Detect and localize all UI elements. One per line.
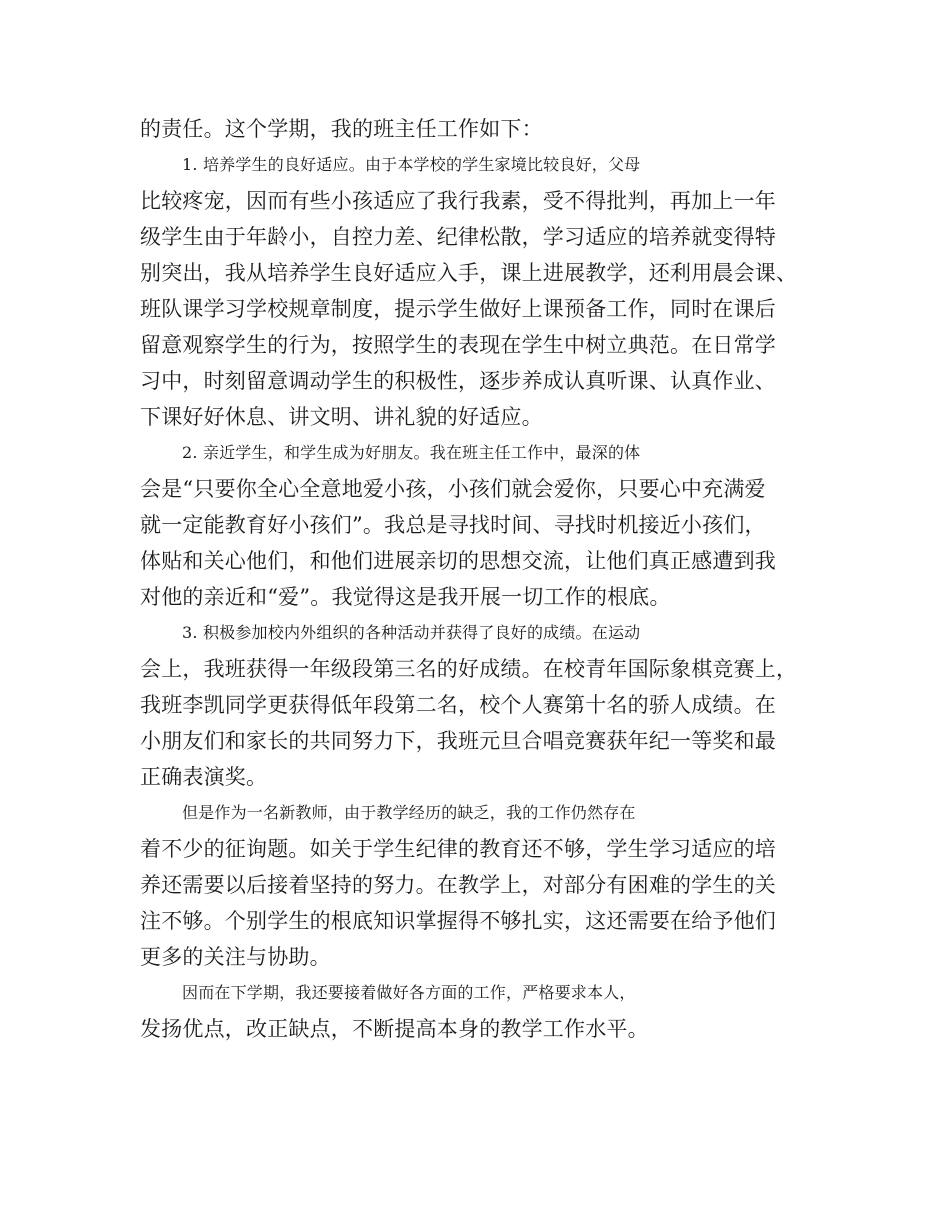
text-line: 2. 亲近学生，和学生成为好朋友。我在班主任工作中，最深的体 bbox=[182, 443, 641, 462]
text-line: 正确表演奖。 bbox=[140, 765, 268, 789]
text-line: 级学生由于年龄小，自控力差、纪律松散，学习适应的培养就变得特 bbox=[140, 225, 776, 249]
text-line: 习中，时刻留意调动学生的积极性，逐步养成认真听课、认真作业、 bbox=[140, 369, 776, 393]
text-line: 注不够。个别学生的根底知识掌握得不够扎实，这还需要在给予他们 bbox=[140, 909, 776, 933]
text-line: 班队课学习学校规章制度，提示学生做好上课预备工作，同时在课后 bbox=[140, 297, 776, 321]
text-line: 养还需要以后接着坚持的努力。在教学上，对部分有困难的学生的关 bbox=[140, 873, 776, 897]
text-line: 会是“只要你全心全意地爱小孩，小孩们就会爱你，只要心中充满爱 bbox=[140, 477, 766, 501]
text-line: 发扬优点，改正缺点，不断提高本身的教学工作水平。 bbox=[140, 1017, 649, 1041]
text-line: 比较疼宠，因而有些小孩适应了我行我素，受不得批判，再加上一年 bbox=[140, 189, 776, 213]
text-line: 3. 积极参加校内外组织的各种活动并获得了良好的成绩。在运动 bbox=[182, 623, 641, 642]
text-line: 就一定能教育好小孩们”。我总是寻找时间、寻找时机接近小孩们， bbox=[140, 513, 766, 537]
text-line: 下课好好休息、讲文明、讲礼貌的好适应。 bbox=[140, 405, 543, 429]
text-line: 留意观察学生的行为，按照学生的表现在学生中树立典范。在日常学 bbox=[140, 333, 776, 357]
text-line: 体贴和关心他们，和他们进展亲切的思想交流，让他们真正感遭到我 bbox=[140, 549, 776, 573]
text-line: 别突出，我从培养学生良好适应入手，课上进展教学，还利用晨会课、 bbox=[140, 261, 798, 285]
text-line: 我班李凯同学更获得低年段第二名，校个人赛第十名的骄人成绩。在 bbox=[140, 693, 776, 717]
text-line: 会上，我班获得一年级段第三名的好成绩。在校青年国际象棋竞赛上， bbox=[140, 657, 798, 681]
document-body bbox=[140, 111, 824, 1047]
text-line: 但是作为一名新教师，由于教学经历的缺乏，我的工作仍然存在 bbox=[182, 803, 636, 822]
text-line: 1. 培养学生的良好适应。由于本学校的学生家境比较良好，父母 bbox=[182, 155, 641, 174]
text-line: 小朋友们和家长的共同努力下，我班元旦合唱竞赛获年纪一等奖和最 bbox=[140, 729, 776, 753]
text-line: 着不少的征询题。如关于学生纪律的教育还不够，学生学习适应的培 bbox=[140, 837, 776, 861]
text-line: 因而在下学期，我还要接着做好各方面的工作，严格要求本人， bbox=[182, 983, 636, 1002]
text-line: 的责任。这个学期，我的班主任工作如下： bbox=[140, 117, 543, 141]
text-line: 对他的亲近和“爱”。我觉得这是我开展一切工作的根底。 bbox=[140, 585, 671, 609]
text-line: 更多的关注与协助。 bbox=[140, 945, 331, 969]
